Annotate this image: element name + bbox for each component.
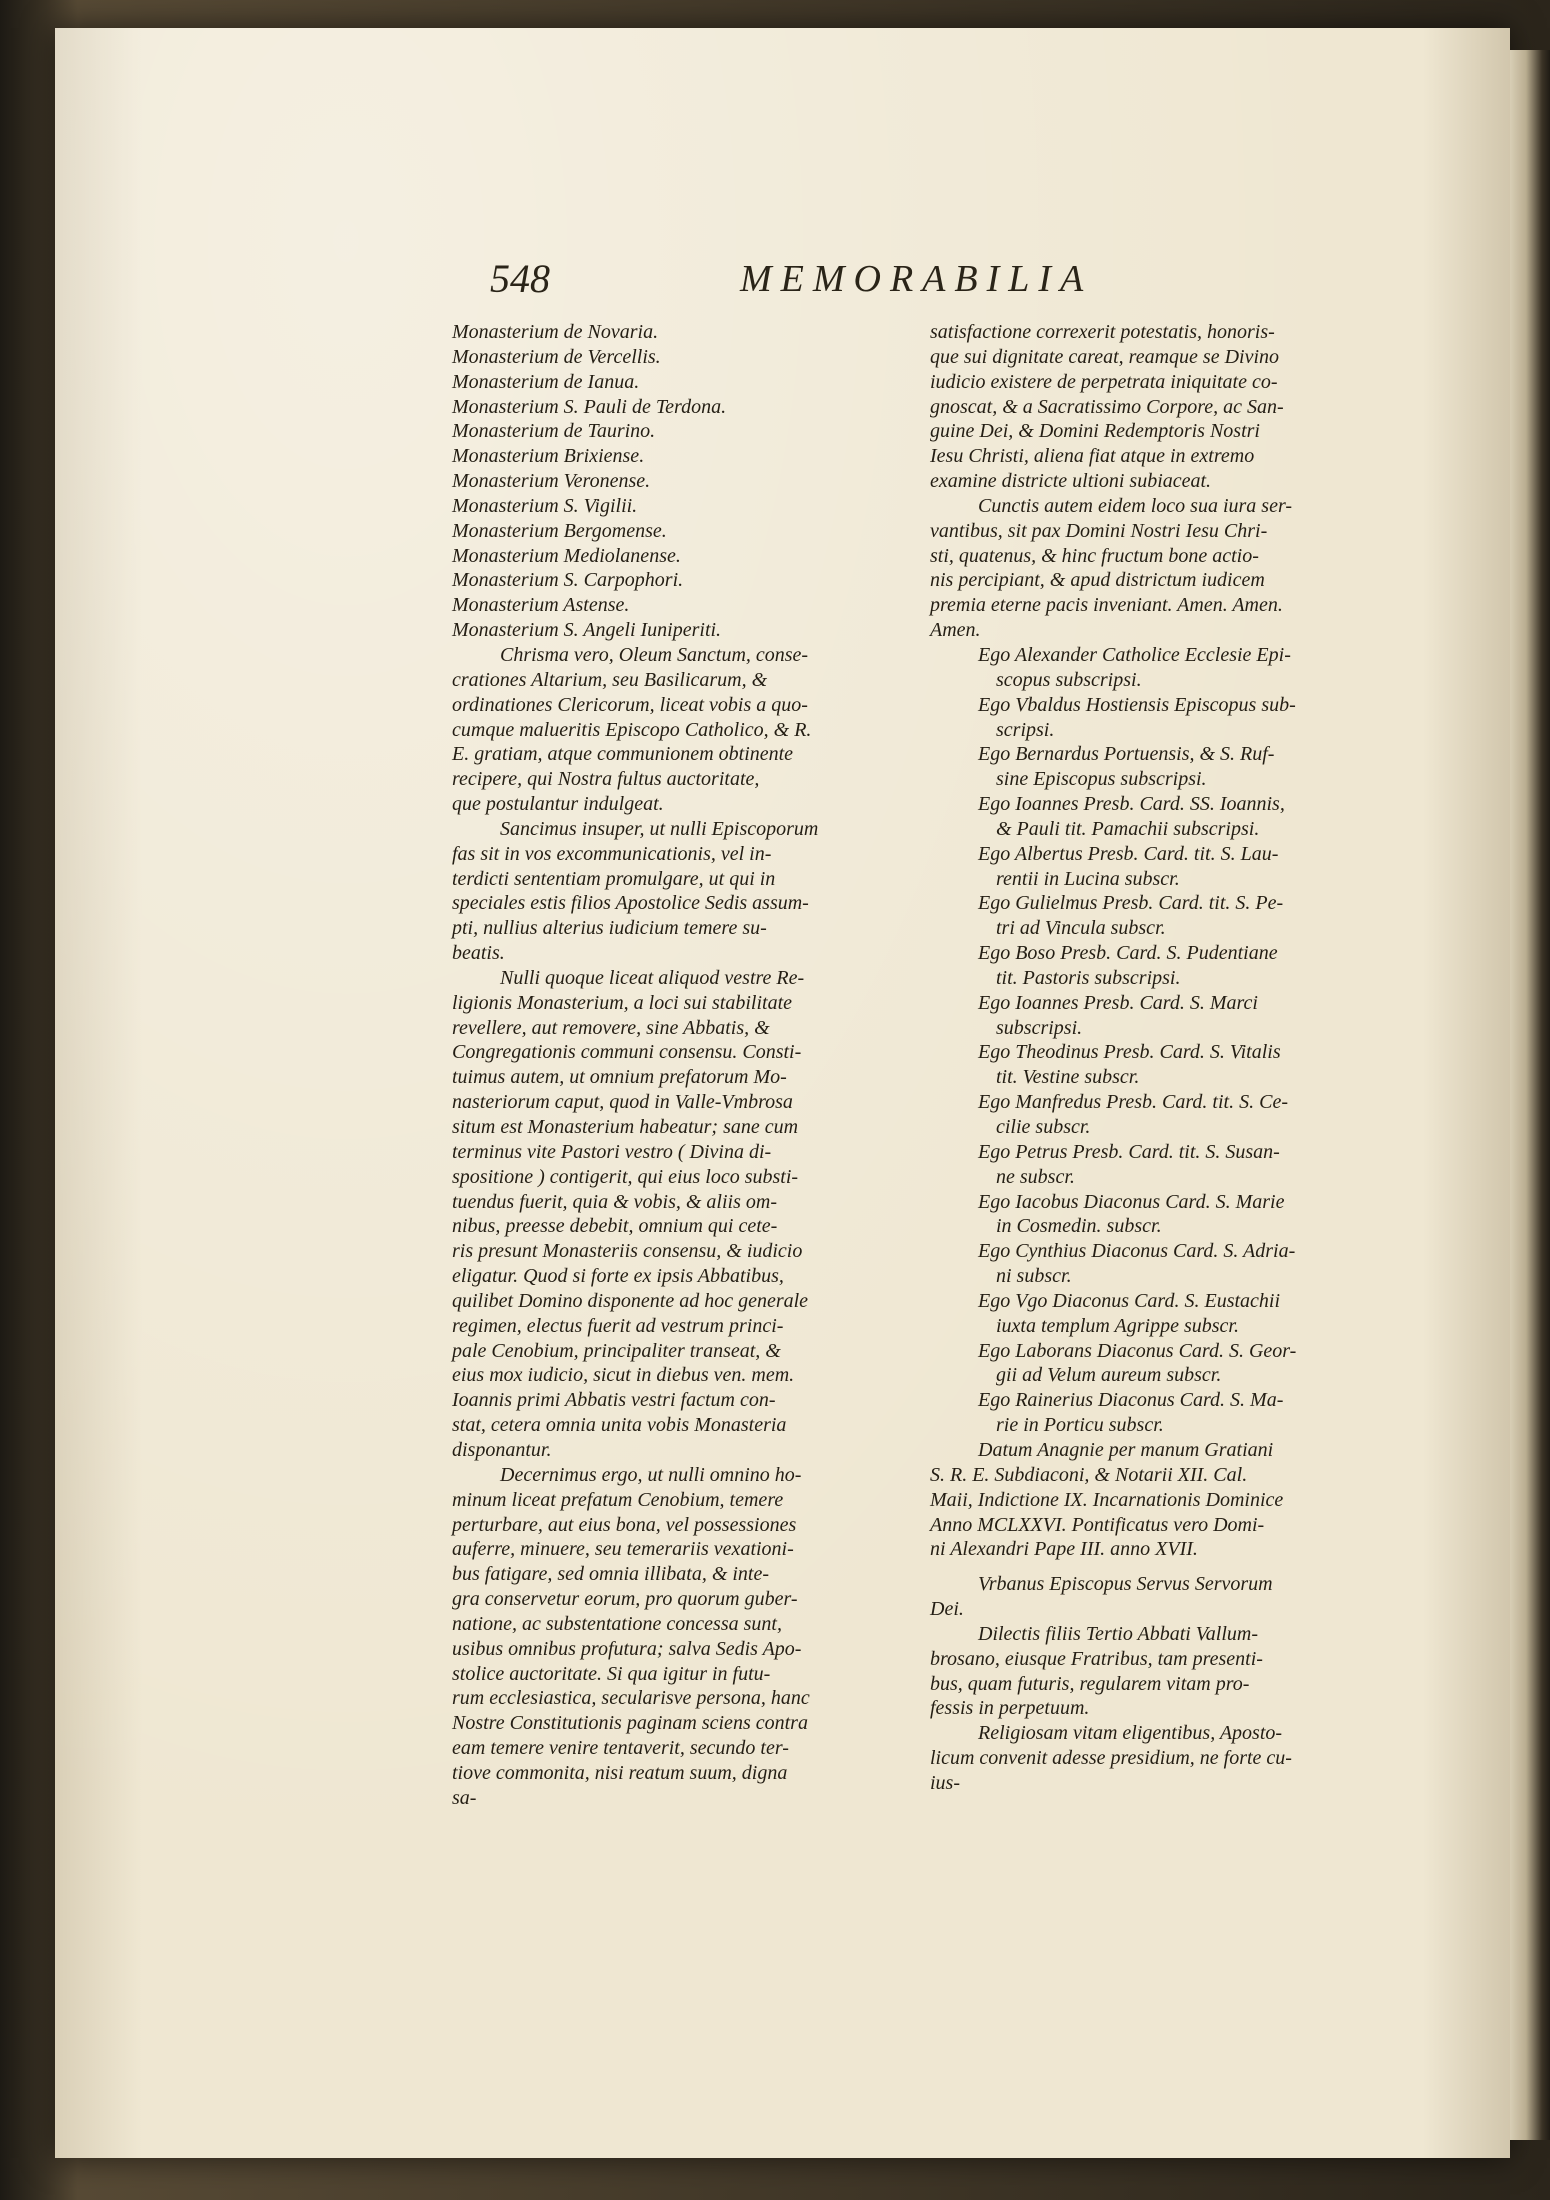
text-line: sine Episcopus subscripsi. <box>996 768 1207 791</box>
text-line: revellere, aut removere, sine Abbatis, & <box>452 1016 770 1039</box>
text-line: gra conservetur eorum, pro quorum guber- <box>452 1588 798 1611</box>
text-line: nasteriorum caput, quod in Valle-Vmbrosa <box>452 1091 793 1114</box>
text-line: Maii, Indictione IX. Incarnationis Dominice <box>930 1488 1284 1511</box>
text-line: Ego Ioannes Presb. Card. S. Marci <box>978 991 1258 1014</box>
text-line: terminus vite Pastori vestro ( Divina di- <box>452 1140 772 1163</box>
text-line: sa- <box>452 1786 477 1809</box>
text-line: Ego Cynthius Diaconus Card. S. Adria- <box>978 1240 1296 1263</box>
page-number: 548 <box>490 256 550 301</box>
text-line: Monasterium S. Vigilii. <box>452 494 638 517</box>
text-line: eam temere venire tentaverit, secundo ter- <box>452 1737 789 1760</box>
text-line: terdicti sententiam promulgare, ut qui in <box>452 867 776 890</box>
page-header <box>490 255 1100 315</box>
text-line: Monasterium Brixiense. <box>452 445 645 468</box>
text-line: Cunctis autem eidem loco sua iura ser- <box>978 494 1293 517</box>
text-line: spositione ) contigerit, qui eius loco substi- <box>452 1165 799 1188</box>
text-line: scripsi. <box>996 718 1055 741</box>
text-line: Monasterium S. Angeli Iuniperiti. <box>452 619 722 642</box>
text-line: ne subscr. <box>996 1165 1075 1188</box>
text-line: nibus, preesse debebit, omnium qui cete- <box>452 1215 778 1238</box>
text-line: Ego Alexander Catholice Ecclesie Epi- <box>978 643 1291 666</box>
text-line: Monasterium S. Carpophori. <box>452 569 684 592</box>
text-line: Religiosam vitam eligentibus, Aposto- <box>978 1722 1283 1745</box>
text-line: iudicio existere de perpetrata iniquitate co- <box>930 370 1278 393</box>
text-line: Nulli quoque liceat aliquod vestre Re- <box>500 966 805 989</box>
text-line: Ego Theodinus Presb. Card. S. Vitalis <box>978 1041 1281 1064</box>
text-line: Monasterium de Vercellis. <box>452 345 661 368</box>
text-line: Dei. <box>930 1598 964 1621</box>
page-edge <box>1510 50 1550 2140</box>
text-line: crationes Altarium, seu Basilicarum, & <box>452 668 768 691</box>
text-line: eligatur. Quod si forte ex ipsis Abbatibus, <box>452 1265 784 1288</box>
text-line: Ego Albertus Presb. Card. tit. S. Lau- <box>978 842 1279 865</box>
text-line: pti, nullius alterius iudicium temere su- <box>452 917 767 940</box>
text-line: Ego Vgo Diaconus Card. S. Eustachii <box>978 1289 1281 1312</box>
text-line: Ego Laborans Diaconus Card. S. Geor- <box>978 1339 1297 1362</box>
text-line: que postulantur indulgeat. <box>452 793 664 816</box>
text-line: auferre, minuere, seu temerariis vexationi- <box>452 1538 794 1561</box>
text-line: rentii in Lucina subscr. <box>996 867 1180 890</box>
text-line: gii ad Velum aureum subscr. <box>996 1364 1222 1387</box>
right-text-column <box>930 320 1385 1796</box>
text-line: cilie subscr. <box>996 1116 1091 1138</box>
text-line: minum liceat prefatum Cenobium, temere <box>452 1488 784 1511</box>
text-line: in Cosmedin. subscr. <box>996 1215 1162 1238</box>
text-line: bus, quam futuris, regularem vitam pro- <box>930 1672 1250 1695</box>
text-line: Ego Rainerius Diaconus Card. S. Ma- <box>978 1389 1284 1412</box>
text-line: perturbare, aut eius bona, vel possessiones <box>452 1513 797 1536</box>
text-line: recipere, qui Nostra fultus auctoritate, <box>452 768 760 791</box>
text-line: tuimus autem, ut omnium prefatorum Mo- <box>452 1066 787 1089</box>
text-line: premia eterne pacis inveniant. Amen. Amen. <box>930 594 1283 617</box>
text-line: ius- <box>930 1771 960 1794</box>
text-line: que sui dignitate careat, reamque se Divino <box>930 345 1280 368</box>
text-line: natione, ac substentatione concessa sunt, <box>452 1612 782 1635</box>
text-line: Monasterium Bergomense. <box>452 519 667 542</box>
text-line: stolice auctoritate. Si qua igitur in futu- <box>452 1662 771 1685</box>
text-line: rie in Porticu subscr. <box>996 1414 1164 1437</box>
text-line: speciales estis filios Apostolice Sedis assum- <box>452 892 809 915</box>
text-line: Amen. <box>930 619 981 642</box>
text-line: rum ecclesiastica, secularisve persona, hanc <box>452 1687 810 1710</box>
text-line: guine Dei, & Domini Redemptoris Nostri <box>930 420 1260 443</box>
text-line: brosano, eiusque Fratribus, tam presenti- <box>930 1647 1263 1670</box>
text-line: eius mox iudicio, sicut in diebus ven. mem. <box>452 1364 795 1387</box>
text-line: Monasterium Astense. <box>452 594 630 617</box>
text-line: satisfactione correxerit potestatis, honoris- <box>930 321 1275 343</box>
text-line: licum convenit adesse presidium, ne forte cu- <box>930 1747 1292 1770</box>
text-line: sti, quatenus, & hinc fructum bone actio- <box>930 544 1259 567</box>
text-line: beatis. <box>452 942 505 965</box>
text-line: pale Cenobium, principaliter transeat, & <box>452 1339 781 1362</box>
text-line: Iesu Christi, aliena fiat atque in extremo <box>930 445 1255 468</box>
text-line: Nostre Constitutionis paginam sciens contra <box>452 1712 808 1735</box>
text-line: tiove commonita, nisi reatum suum, digna <box>452 1761 788 1784</box>
text-line: usibus omnibus profutura; salva Sedis Apo- <box>452 1637 802 1660</box>
text-line: Anno MCLXXVI. Pontificatus vero Domi- <box>930 1513 1265 1536</box>
text-line: Ego Ioannes Presb. Card. SS. Ioannis, <box>978 793 1285 816</box>
text-line: regimen, electus fuerit ad vestrum princi- <box>452 1314 784 1337</box>
text-line: Congregationis communi consensu. Consti- <box>452 1041 802 1064</box>
text-line: situm est Monasterium habeatur; sane cum <box>452 1116 799 1138</box>
text-line: Monasterium Mediolanense. <box>452 544 681 567</box>
left-text-column <box>452 320 972 1811</box>
text-line: Monasterium S. Pauli de Terdona. <box>452 395 727 418</box>
text-line: ni Alexandri Pape III. anno XVII. <box>930 1538 1198 1561</box>
paragraph-gap <box>930 1562 1385 1572</box>
text-line: & Pauli tit. Pamachii subscripsi. <box>996 817 1260 840</box>
text-line: cumque malueritis Episcopo Catholico, & R. <box>452 718 812 741</box>
text-line: Monasterium Veronense. <box>452 470 651 493</box>
text-line: Monasterium de Ianua. <box>452 370 640 393</box>
text-line: S. R. E. Subdiaconi, & Notarii XII. Cal. <box>930 1463 1248 1486</box>
text-line: bus fatigare, sed omnia illibata, & inte- <box>452 1563 770 1586</box>
text-line: E. gratiam, atque communionem obtinente <box>452 743 794 766</box>
text-line: examine districte ultioni subiaceat. <box>930 470 1212 493</box>
text-line: fas sit in vos excommunicationis, vel in- <box>452 842 772 865</box>
text-line: ris presunt Monasteriis consensu, & iudicio <box>452 1240 803 1263</box>
text-line: tuendus fuerit, quia & vobis, & aliis om- <box>452 1190 777 1213</box>
text-line: disponantur. <box>452 1438 552 1461</box>
text-line: Dilectis filiis Tertio Abbati Vallum- <box>978 1622 1259 1645</box>
text-line: Ego Gulielmus Presb. Card. tit. S. Pe- <box>978 892 1284 915</box>
text-line: Ego Boso Presb. Card. S. Pudentiane <box>978 942 1278 965</box>
text-line: scopus subscripsi. <box>996 668 1142 691</box>
text-line: gnoscat, & a Sacratissimo Corpore, ac San- <box>930 395 1284 418</box>
text-line: Monasterium de Taurino. <box>452 420 656 443</box>
text-line: Ego Manfredus Presb. Card. tit. S. Ce- <box>978 1091 1288 1114</box>
text-line: Datum Anagnie per manum Gratiani <box>978 1438 1274 1461</box>
text-line: Vrbanus Episcopus Servus Servorum <box>978 1573 1273 1596</box>
text-line: Ioannis primi Abbatis vestri factum con- <box>452 1389 776 1412</box>
running-title: MEMORABILIA <box>740 258 1093 300</box>
text-line: Decernimus ergo, ut nulli omnino ho- <box>500 1463 802 1486</box>
text-line: ligionis Monasterium, a loci sui stabilitate <box>452 991 792 1014</box>
text-line: Ego Bernardus Portuensis, & S. Ruf- <box>978 743 1275 766</box>
text-line: nis percipiant, & apud districtum iudicem <box>930 569 1265 592</box>
text-line: ni subscr. <box>996 1265 1072 1288</box>
text-line: subscripsi. <box>996 1016 1083 1039</box>
text-line: tit. Vestine subscr. <box>996 1066 1140 1089</box>
text-line: ordinationes Clericorum, liceat vobis a quo- <box>452 693 808 716</box>
text-line: tit. Pastoris subscripsi. <box>996 966 1181 989</box>
text-line: Ego Petrus Presb. Card. tit. S. Susan- <box>978 1140 1280 1163</box>
text-line: vantibus, sit pax Domini Nostri Iesu Chri- <box>930 519 1268 542</box>
text-line: Chrisma vero, Oleum Sanctum, conse- <box>500 643 809 666</box>
text-line: stat, cetera omnia unita vobis Monasteria <box>452 1414 787 1437</box>
text-line: Monasterium de Novaria. <box>452 321 659 343</box>
text-line: tri ad Vincula subscr. <box>996 917 1166 940</box>
text-line: quilibet Domino disponente ad hoc generale <box>452 1289 809 1312</box>
text-line: Sancimus insuper, ut nulli Episcoporum <box>500 817 819 840</box>
text-line: fessis in perpetuum. <box>930 1697 1090 1720</box>
text-line: iuxta templum Agrippe subscr. <box>996 1314 1239 1337</box>
text-line: Ego Iacobus Diaconus Card. S. Marie <box>978 1190 1285 1213</box>
text-line: Ego Vbaldus Hostiensis Episcopus sub- <box>978 693 1296 716</box>
